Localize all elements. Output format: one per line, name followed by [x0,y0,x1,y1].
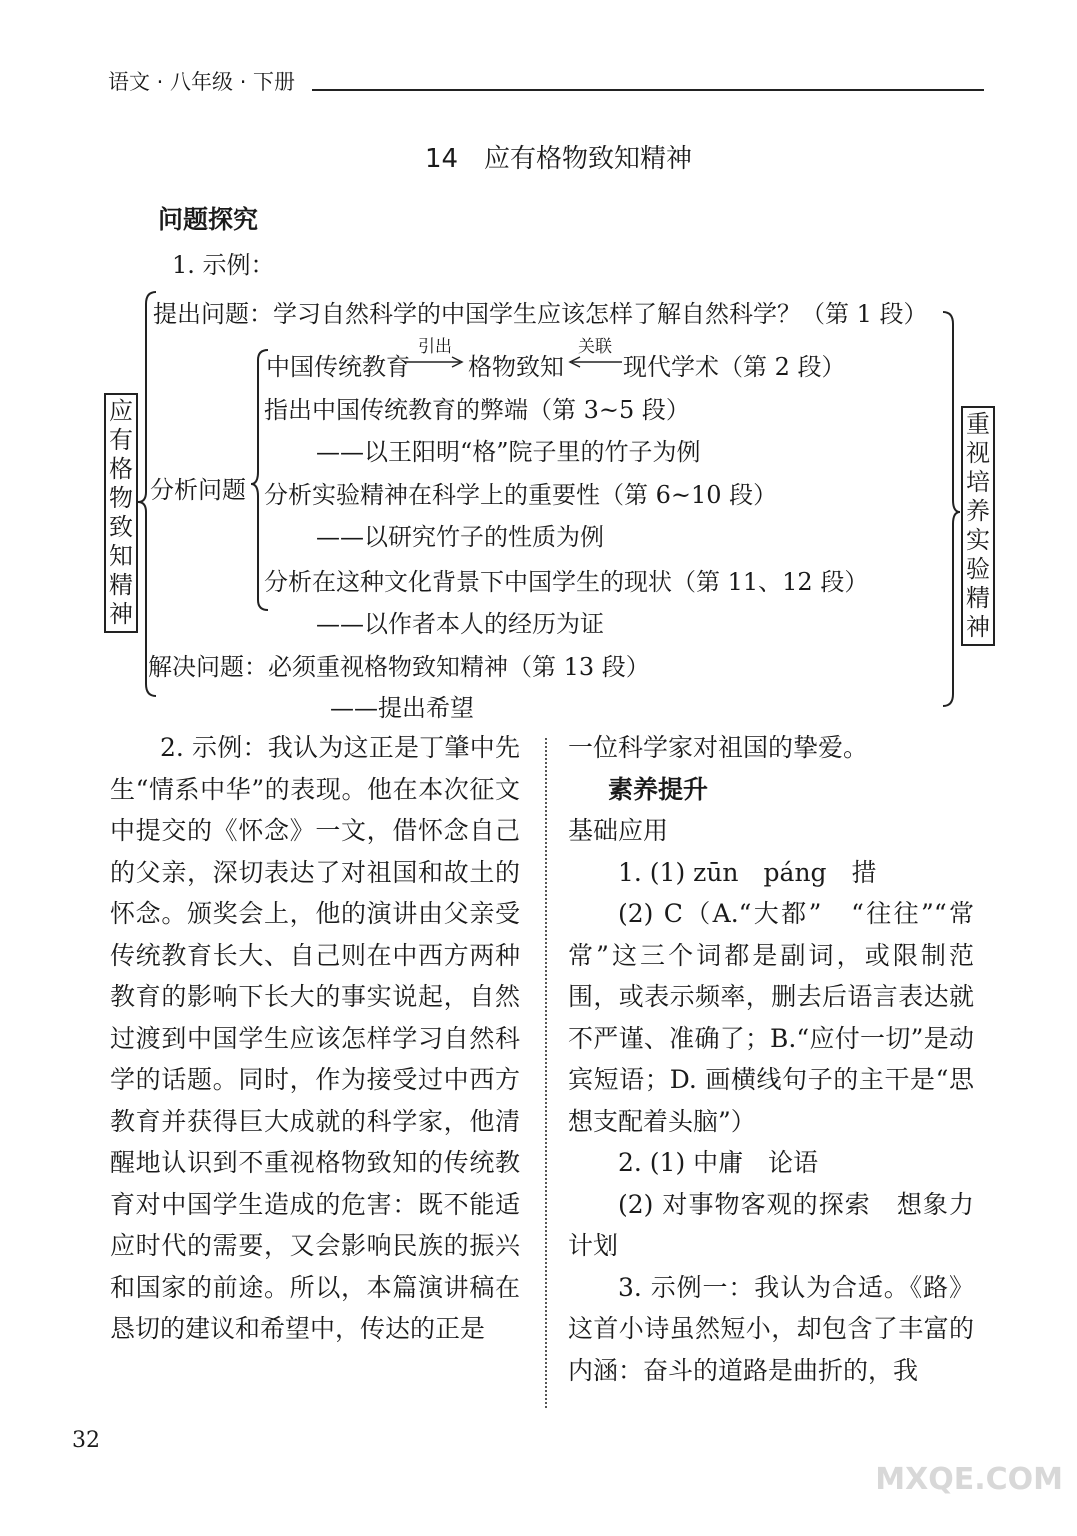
outline-solve-sub: ——提出希望 [330,694,474,722]
section-heading-inquiry: 问题探究 [158,205,259,234]
section-heading-literacy: 素养提升 [608,774,709,804]
outline-a1-part2: 格物致知 [468,353,564,381]
watermark-logo: MXQE.COM [875,1462,1063,1497]
outline-a2-sub: ——以王阳明“格”院子里的竹子为例 [316,438,701,466]
outline-a1-part3: 现代学术（第 2 段） [623,353,846,381]
outline-a3-sub: ——以研究竹子的性质为例 [316,523,604,551]
outline-solve: 解决问题：必须重视格物致知精神（第 13 段） [148,653,650,681]
subsection-basic: 基础应用 [568,816,669,845]
outline-a1-part1: 中国传统教育 [266,353,410,381]
lesson-title: 14 应有格物致知精神 [424,144,693,174]
outline-right-box: 重视培养实验精神 [961,406,995,646]
right-continuation: 一位科学家对祖国的挚爱。 [568,733,869,762]
answer-1-1: 1. (1) zūn páng 措 [618,857,877,887]
outline-arrow-label-1: 引出 [418,337,452,357]
question-1-label: 1. 示例： [172,251,275,279]
outline-a3: 分析实验精神在科学上的重要性（第 6~10 段） [264,481,778,509]
outline-a4-sub: ——以作者本人的经历为证 [316,610,604,638]
page-number: 32 [72,1428,100,1453]
answer-3: 3. 示例一：我认为合适。《路》这首小诗虽然短小，却包含了丰富的内涵：奋斗的道路是曲折的，我 [568,1272,974,1385]
answer-2-2: (2) 对事物客观的探索 想象力 计划 [568,1189,1000,1260]
right-column [568,727,1000,1391]
column-divider [545,738,547,1408]
outline-a2: 指出中国传统教育的弊端（第 3~5 段） [264,396,690,424]
answer-1-2: (2) C（A.“大都” “往往”“常常”这三个词都是副词，或限制范围，或表示频率，删去后语言表达就不严谨、准确了；B.“应付一切”是动宾短语；D. 画横线句子的主干是“思想支配着头脑”） [568,899,974,1136]
left-column-text: 2. 示例：我认为这正是丁肇中先生“情系中华”的表现。他在本次征文中提交的《怀念》一文，借怀念自己的父亲，深切表达了对祖国和故土的怀念。颁奖会上，他的演讲由父亲受传统教育长大、自己则在中西方两种教育的影响下长大的事实说起，自然过渡到中国学生应该怎样学习自然科学的话题。同时，作为接受过中西方教育并获得巨大成就的科学家，他清醒地认识到不重视格物致知的传统教育对中国学生造成的危害：既不能适应时代的需要，又会影响民族的振兴和国家的前途。所以，本篇演讲稿在恳切的建议和希望中，传达的正是 [110,733,520,1343]
answer-2-1: 2. (1) 中庸 论语 [618,1148,819,1177]
outline-raise-question: 提出问题：学习自然科学的中国学生应该怎样了解自然科学？（第 1 段） [153,300,928,328]
outline-arrow-label-2: 关联 [578,337,612,357]
outline-analyze-label: 分析问题 [150,476,246,504]
running-header: 语文 · 八年级 · 下册 [108,70,296,94]
outline-a4: 分析在这种文化背景下中国学生的现状（第 11、12 段） [264,568,869,596]
outline-left-box: 应有格物致知精神 [104,393,138,633]
